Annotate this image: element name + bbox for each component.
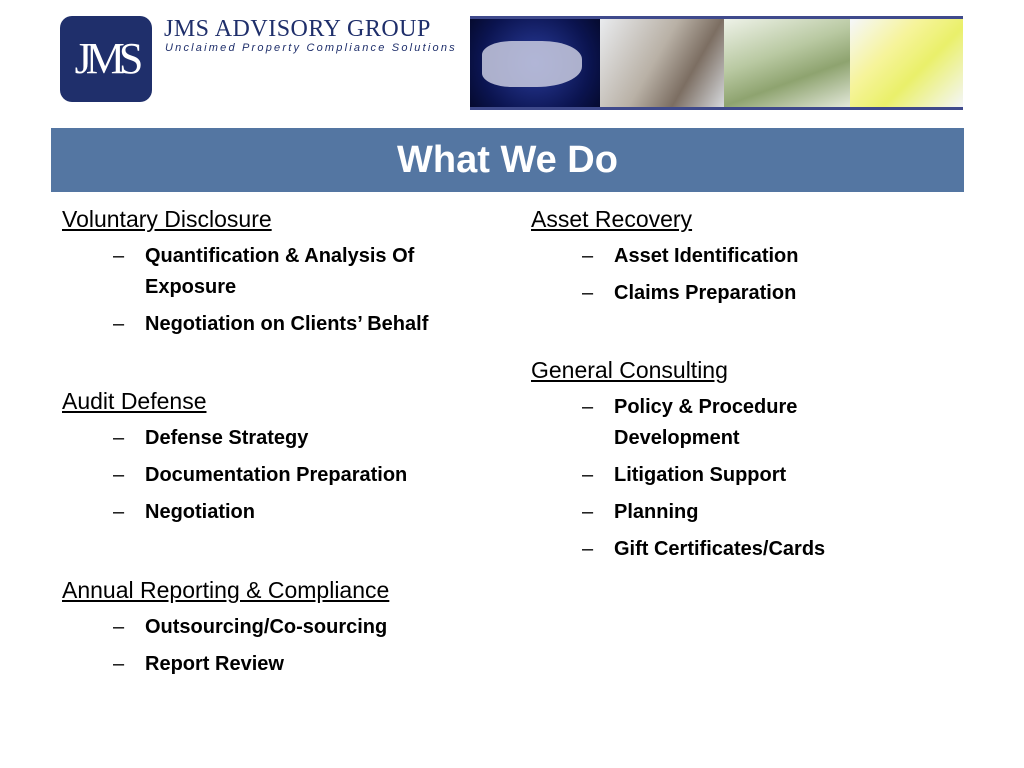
section-heading: Voluntary Disclosure [62, 206, 272, 232]
section-heading: General Consulting [531, 357, 728, 383]
dash-bullet: – [113, 653, 125, 675]
list-item: – Outsourcing/Co-sourcing [62, 612, 502, 643]
section-items [531, 392, 951, 565]
jms-logo-mark [60, 16, 152, 102]
list-item: – Negotiation [62, 497, 502, 528]
dash-bullet: – [582, 282, 594, 304]
dash-bullet: – [113, 245, 125, 267]
sticky-notes-photo [850, 19, 963, 107]
company-name: JMS ADVISORY GROUP [164, 16, 431, 42]
logo-mark-text: JMS [74, 34, 138, 83]
list-item: – Asset Identification [531, 241, 951, 272]
section-annual-reporting [62, 579, 502, 680]
section-general-consulting [531, 359, 951, 565]
section-asset-recovery [531, 208, 951, 309]
dash-bullet: – [582, 464, 594, 486]
section-items [62, 241, 502, 340]
list-item: – Gift Certificates/Cards [531, 534, 951, 565]
list-item: – Report Review [62, 649, 502, 680]
section-items [62, 423, 502, 528]
section-heading: Audit Defense [62, 388, 207, 414]
section-items [531, 241, 951, 309]
dash-bullet: – [113, 501, 125, 523]
list-item: – Litigation Support [531, 460, 951, 491]
list-item: – Quantification & Analysis Of Exposure [62, 241, 502, 303]
money-stacks-photo [724, 19, 850, 107]
calculator-hands-photo [600, 19, 724, 107]
list-item: – Negotiation on Clients’ Behalf [62, 309, 502, 340]
header-photo-strip [470, 16, 963, 110]
dash-bullet: – [113, 464, 125, 486]
section-voluntary-disclosure [62, 208, 502, 340]
dash-bullet: – [582, 245, 594, 267]
dash-bullet: – [113, 616, 125, 638]
list-item: – Claims Preparation [531, 278, 951, 309]
dash-bullet: – [113, 427, 125, 449]
section-items [62, 612, 502, 680]
page-title: What We Do [397, 138, 618, 181]
list-item: – Documentation Preparation [62, 460, 502, 491]
section-audit-defense [62, 390, 502, 528]
list-item: – Policy & Procedure Development [531, 392, 951, 454]
section-heading: Annual Reporting & Compliance [62, 577, 390, 603]
dash-bullet: – [582, 538, 594, 560]
list-item: – Planning [531, 497, 951, 528]
list-item: – Defense Strategy [62, 423, 502, 454]
section-heading: Asset Recovery [531, 206, 693, 232]
dash-bullet: – [113, 313, 125, 335]
dash-bullet: – [582, 396, 594, 418]
title-band [51, 128, 964, 192]
company-tagline: Unclaimed Property Compliance Solutions [165, 42, 457, 54]
dash-bullet: – [582, 501, 594, 523]
us-map-photo [470, 19, 600, 107]
